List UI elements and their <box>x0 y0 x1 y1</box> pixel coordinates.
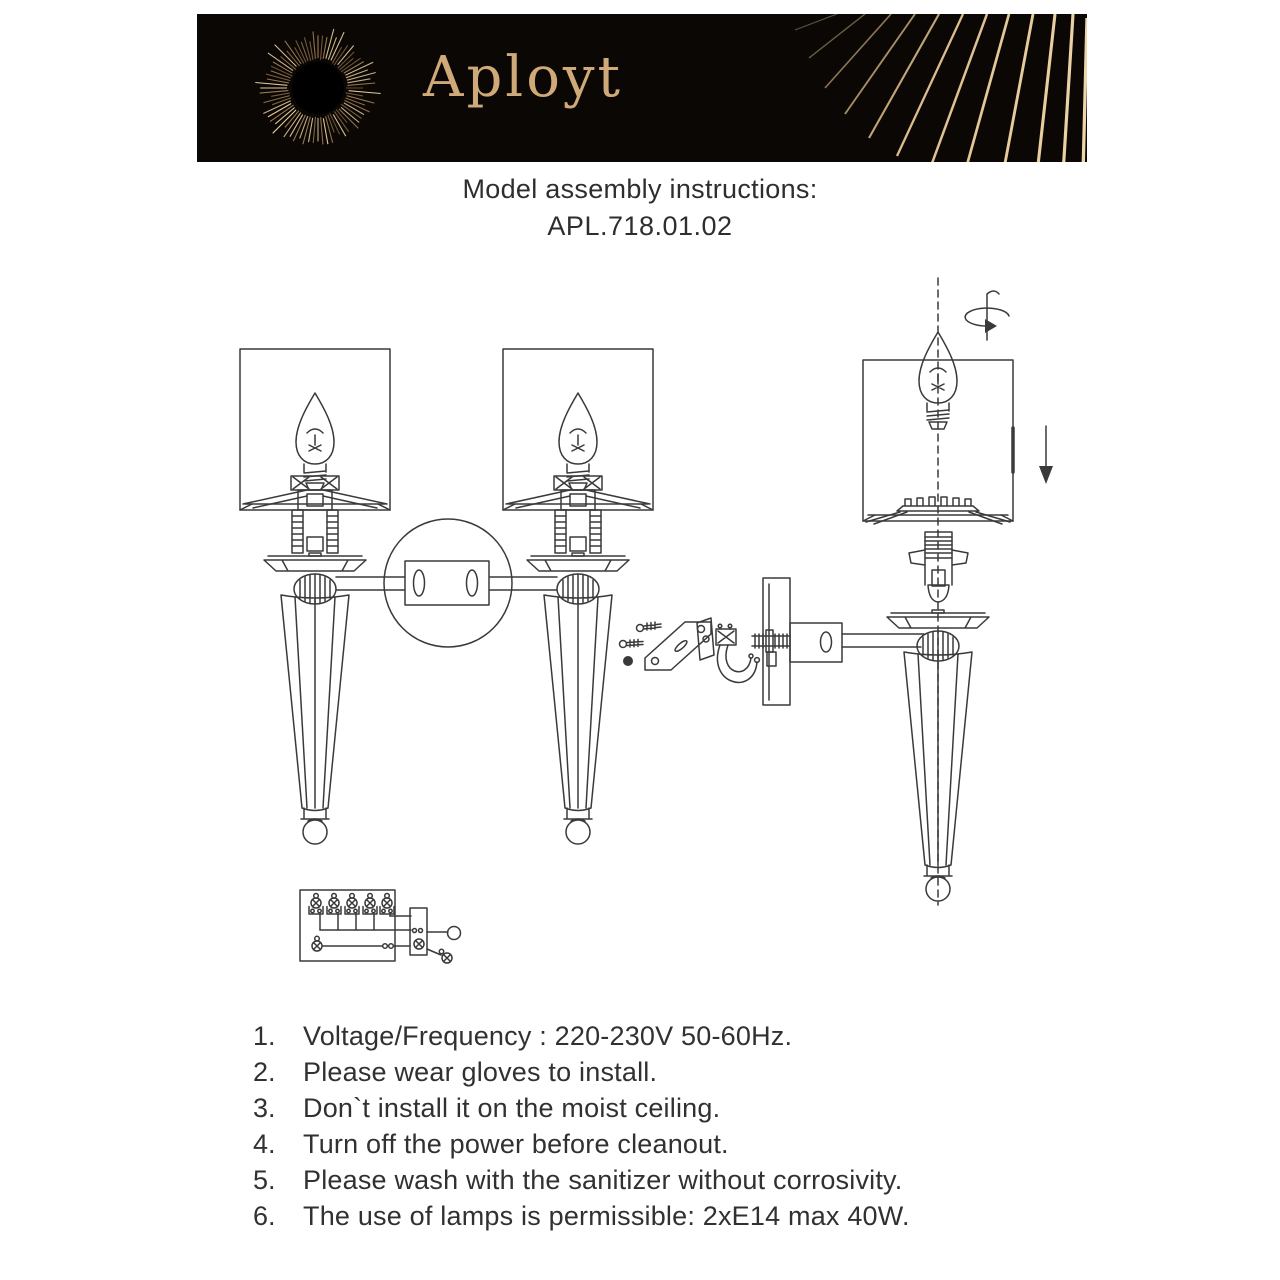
list-item <box>253 1165 910 1201</box>
item-text: Don`t install it on the moist ceiling. <box>303 1093 721 1123</box>
model-number: APL.718.01.02 <box>547 211 733 241</box>
down-arrow-icon <box>1039 426 1053 484</box>
item-number: 4. <box>253 1129 276 1159</box>
brand-name: Aployt <box>423 45 624 110</box>
item-number: 3. <box>253 1093 276 1123</box>
item-text: Turn off the power before cleanout. <box>303 1129 729 1159</box>
list-item <box>253 1057 910 1093</box>
list-item <box>253 1201 910 1237</box>
item-text: Voltage/Frequency : 220-230V 50-60Hz. <box>303 1021 793 1051</box>
item-text: The use of lamps is permissible: 2xE14 max 40W. <box>303 1201 910 1231</box>
item-text: Please wash with the sanitizer without corrosivity. <box>303 1165 903 1195</box>
instructions-list <box>253 1021 910 1237</box>
list-item <box>253 1093 910 1129</box>
corner-rays-decoration <box>197 14 1087 162</box>
exploded-lamp <box>863 278 1053 905</box>
item-number: 6. <box>253 1201 276 1231</box>
title-block <box>0 174 1280 242</box>
detail-circle <box>384 519 512 647</box>
item-number: 2. <box>253 1057 276 1087</box>
list-item <box>253 1129 910 1165</box>
item-number: 5. <box>253 1165 276 1195</box>
list-item <box>253 1021 910 1057</box>
rotation-arrow-icon <box>965 291 1009 340</box>
page-title: Model assembly instructions: <box>462 174 818 204</box>
wall-plate <box>763 578 790 705</box>
item-number: 1. <box>253 1021 276 1051</box>
wiring-schematic <box>300 890 461 963</box>
header-banner <box>197 14 1087 162</box>
item-text: Please wear gloves to install. <box>303 1057 658 1087</box>
